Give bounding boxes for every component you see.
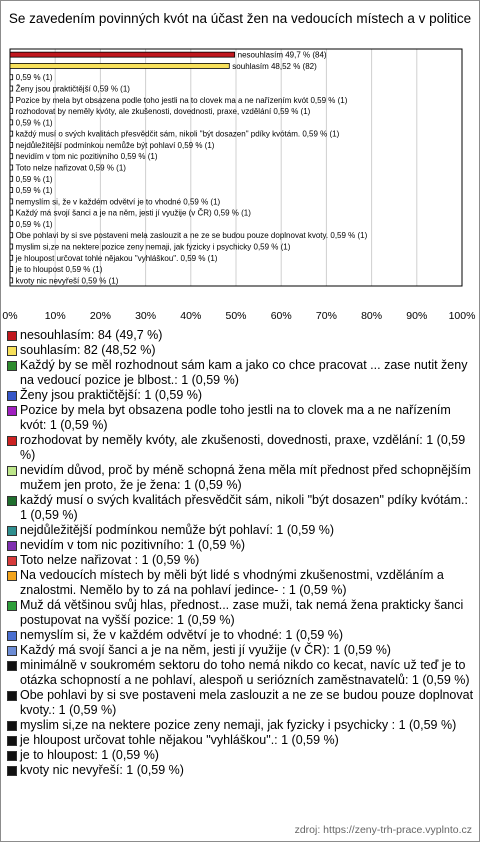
legend-label: je to hloupost: 1 (0,59 %) bbox=[20, 748, 159, 762]
legend-label: rozhodovat by neměly kvóty, ale zkušenosti, dovednosti, praxe, vzdělání: 1 (0,59 %) bbox=[20, 433, 466, 462]
bar bbox=[10, 210, 13, 215]
bar bbox=[10, 131, 13, 136]
legend-label: Ženy jsou praktičtější: 1 (0,59 %) bbox=[20, 388, 203, 402]
bar-chart bbox=[0, 45, 480, 327]
x-tick-label: 20% bbox=[89, 310, 111, 322]
bar bbox=[10, 109, 13, 114]
legend-label: nevidím v tom nic pozitivního: 1 (0,59 %) bbox=[20, 538, 246, 552]
bar-label: nesouhlasím 49,7 % (84) bbox=[237, 50, 327, 60]
legend-label: Každý by se měl rozhodnout sám kam a jako co chce pracovat ... zase nutit ženy na vedoucí pozice je blbost.: 1 (0,59 %) bbox=[20, 358, 468, 387]
legend-item bbox=[6, 643, 474, 658]
legend-item bbox=[6, 718, 474, 733]
legend-label: Na vedoucích místech by měli být lidé s vhodnými zkušenostmi, vzděláním a znalostmi. Nemělo by to zá na pohlaví jedince- : 1 (0,59 %) bbox=[20, 568, 444, 597]
legend-label: Obe pohlavi by si sve postaveni mela zaslouzit a ne ze se budou pouze doplnovat kvoty.: 1 (0,59 %) bbox=[20, 688, 474, 717]
legend-item bbox=[6, 688, 474, 718]
x-tick-label: 70% bbox=[315, 310, 337, 322]
legend-label: každý musí o svých kvalitách přesvědčit sám, nikoli "být dosazen" pdíky kvótám.: 1 (0,59 %) bbox=[20, 493, 468, 522]
source-note: zdroj: https://zeny-trh-prace.vyplnto.cz bbox=[294, 824, 472, 836]
bar bbox=[10, 176, 13, 181]
bar bbox=[10, 75, 13, 80]
legend-label: minimálně v soukromém sektoru do toho nemá nikdo co kecat, navíc už teď je to otázka schopností a ne pohlaví, alespoň u seriózních zaměstnavatelů: 1 (0,59 %) bbox=[20, 658, 470, 687]
bar bbox=[10, 86, 13, 91]
bar-label: nejdůležitější podmínkou nemůže být pohlaví 0,59 % (1) bbox=[15, 140, 215, 150]
legend-swatch bbox=[7, 346, 17, 356]
legend-label: Muž dá většinou svůj hlas, přednost... zase muži, tak nemá žena prakticky šanci postupovat na vyšší pozice: 1 (0,59 %) bbox=[20, 598, 464, 627]
x-tick-label: 10% bbox=[44, 310, 66, 322]
legend-item bbox=[6, 328, 474, 343]
bar-label: 0,59 % (1) bbox=[15, 219, 53, 229]
legend-swatch bbox=[7, 571, 17, 581]
bar-label: 0,59 % (1) bbox=[15, 186, 53, 196]
legend-swatch bbox=[7, 556, 17, 566]
legend-label: kvoty nic nevyřeší: 1 (0,59 %) bbox=[20, 763, 184, 777]
bar-label: Obe pohlavi by si sve postaveni mela zaslouzit a ne ze se budou pouze doplnovat kvoty. 0,59 % (1) bbox=[15, 231, 368, 241]
bar bbox=[10, 233, 13, 238]
legend-label: nevidím důvod, proč by méně schopná žena měla mít přednost před schopnějším mužem jen proto, že je žena: 1 (0,59 %) bbox=[20, 463, 471, 492]
legend-label: nemyslím si, že v každém odvětví je to vhodné: 1 (0,59 %) bbox=[20, 628, 344, 642]
legend-swatch bbox=[7, 601, 17, 611]
legend-item bbox=[6, 628, 474, 643]
legend-label: nejdůležitější podmínkou nemůže být pohlaví: 1 (0,59 %) bbox=[20, 523, 335, 537]
legend-label: souhlasím: 82 (48,52 %) bbox=[20, 343, 156, 357]
bar bbox=[10, 278, 13, 283]
legend-item bbox=[6, 733, 474, 748]
legend-item bbox=[6, 763, 474, 778]
bar-label: Každý má svojí šanci a je na něm, jesti jí využije (v ČR) 0,59 % (1) bbox=[15, 208, 251, 218]
bar bbox=[10, 188, 13, 193]
bar-label: nevidím v tom nic pozitivního 0,59 % (1) bbox=[15, 152, 158, 162]
bar-label: je to hloupost 0,59 % (1) bbox=[15, 265, 103, 275]
bar-label: je hloupost určovat tohle nějakou "vyhláškou". 0,59 % (1) bbox=[15, 253, 218, 263]
legend-item bbox=[6, 388, 474, 403]
chart-title: Se zavedením povinných kvót na účast žen na vedoucích místech a v politice bbox=[8, 11, 472, 26]
legend-swatch bbox=[7, 526, 17, 536]
legend-item bbox=[6, 433, 474, 463]
legend-label: je hloupost určovat tohle nějakou "vyhláškou".: 1 (0,59 %) bbox=[20, 733, 339, 747]
legend-item bbox=[6, 523, 474, 538]
legend-item bbox=[6, 553, 474, 568]
x-tick-label: 40% bbox=[180, 310, 202, 322]
legend-swatch bbox=[7, 496, 17, 506]
legend-item bbox=[6, 403, 474, 433]
legend-swatch bbox=[7, 361, 17, 371]
bar-label: myslim si,ze na nektere pozice zeny nemaji, jak fyzicky i psychicky 0,59 % (1) bbox=[15, 242, 291, 252]
legend-swatch bbox=[7, 766, 17, 776]
bar-label: Toto nelze nařizovat 0,59 % (1) bbox=[15, 163, 126, 173]
x-tick-label: 0% bbox=[2, 310, 18, 322]
bar bbox=[10, 267, 13, 272]
bar-label: 0,59 % (1) bbox=[15, 174, 53, 184]
bar-label: Pozice by mela byt obsazena podle toho jestli na to clovek ma a ne nařízením kvót 0,59 % (1) bbox=[15, 95, 348, 105]
legend-swatch bbox=[7, 736, 17, 746]
legend-swatch bbox=[7, 631, 17, 641]
bar-label: 0,59 % (1) bbox=[15, 118, 53, 128]
bar bbox=[10, 199, 13, 204]
legend-item bbox=[6, 658, 474, 688]
legend-item bbox=[6, 358, 474, 388]
legend-item bbox=[6, 568, 474, 598]
legend-swatch bbox=[7, 466, 17, 476]
bar-label: souhlasím 48,52 % (82) bbox=[232, 61, 317, 71]
legend-item bbox=[6, 463, 474, 493]
legend-label: Toto nelze nařizovat : 1 (0,59 %) bbox=[20, 553, 200, 567]
legend-swatch bbox=[7, 646, 17, 656]
legend-item bbox=[6, 493, 474, 523]
bar bbox=[10, 120, 13, 125]
x-tick-label: 90% bbox=[406, 310, 428, 322]
legend-item bbox=[6, 598, 474, 628]
bar bbox=[10, 97, 13, 102]
legend-label: myslim si,ze na nektere pozice zeny nemaji, jak fyzicky i psychicky : 1 (0,59 %) bbox=[20, 718, 457, 732]
x-tick-label: 60% bbox=[270, 310, 292, 322]
bar bbox=[10, 52, 235, 57]
legend-swatch bbox=[7, 391, 17, 401]
legend-swatch bbox=[7, 331, 17, 341]
legend-label: Pozice by mela byt obsazena podle toho jestli na to clovek ma a ne nařízením kvót: 1 (0,59 %) bbox=[20, 403, 451, 432]
bar-label: kvoty nic nevyřeší 0,59 % (1) bbox=[15, 276, 119, 286]
legend-swatch bbox=[7, 541, 17, 551]
legend-item bbox=[6, 748, 474, 763]
legend-label: nesouhlasím: 84 (49,7 %) bbox=[20, 328, 163, 342]
bar bbox=[10, 244, 13, 249]
legend-swatch bbox=[7, 406, 17, 416]
x-tick-label: 30% bbox=[135, 310, 157, 322]
x-tick-label: 80% bbox=[361, 310, 383, 322]
bar bbox=[10, 221, 13, 226]
chart-legend bbox=[6, 328, 474, 778]
x-tick-label: 100% bbox=[448, 310, 476, 322]
legend-swatch bbox=[7, 751, 17, 761]
legend-swatch bbox=[7, 661, 17, 671]
bar bbox=[10, 154, 13, 159]
legend-swatch bbox=[7, 721, 17, 731]
bar bbox=[10, 142, 13, 147]
legend-item bbox=[6, 538, 474, 553]
x-tick-label: 50% bbox=[225, 310, 247, 322]
bar-label: nemyslím si, že v každém odvětví je to vhodné 0,59 % (1) bbox=[15, 197, 221, 207]
legend-label: Každý má svojí šanci a je na něm, jesti jí využije (v ČR): 1 (0,59 %) bbox=[20, 643, 391, 657]
bar-label: 0,59 % (1) bbox=[15, 73, 53, 83]
bar-label: každý musí o svých kvalitách přesvědčit sám, nikoli "být dosazen" pdíky kvótám. 0,59 % (1) bbox=[15, 129, 340, 139]
bar bbox=[10, 255, 13, 260]
bar-label: Ženy jsou praktičtější 0,59 % (1) bbox=[15, 84, 130, 94]
legend-item bbox=[6, 343, 474, 358]
bar-label: rozhodovat by neměly kvóty, ale zkušenosti, dovednosti, praxe, vzdělání 0,59 % (1) bbox=[15, 107, 311, 117]
legend-swatch bbox=[7, 436, 17, 446]
legend-swatch bbox=[7, 691, 17, 701]
bar bbox=[10, 63, 229, 68]
bar bbox=[10, 165, 13, 170]
